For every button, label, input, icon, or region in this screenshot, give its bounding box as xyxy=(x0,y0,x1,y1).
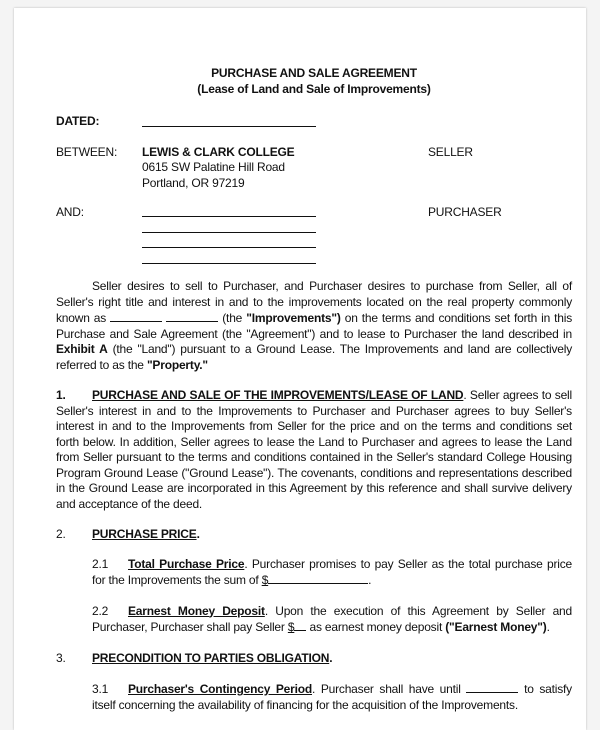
property-address-blank-2 xyxy=(166,310,218,322)
and-row xyxy=(56,205,572,267)
seller-address-line1: 0615 SW Palatine Hill Road xyxy=(142,160,285,174)
document-page xyxy=(14,8,586,730)
purchaser-blank-1 xyxy=(142,205,316,217)
seller-address-line2: Portland, OR 97219 xyxy=(142,175,245,190)
seller-block xyxy=(142,145,428,192)
section-2-2-dollar: $ xyxy=(287,620,295,634)
earnest-money-blank xyxy=(294,619,306,631)
section-2-period: . xyxy=(196,527,200,541)
section-2-1-body: . Purchaser promises to pay Seller as the total purchase price for the Improvements the sum of xyxy=(92,556,573,587)
document-title: PURCHASE AND SALE AGREEMENT xyxy=(211,66,417,80)
section-2-2-body-2: as earnest money deposit xyxy=(309,620,443,634)
section-2-1-end: . xyxy=(368,573,372,587)
exhibit-a-ref: Exhibit A xyxy=(56,342,108,356)
section-2-2 xyxy=(56,604,572,636)
section-3-1-body-2: to satisfy itself concerning the availability of financing for the acquisition of the Improvements. xyxy=(92,682,572,712)
section-3-1-heading: Purchaser's Contingency Period xyxy=(128,682,313,696)
agreement-body xyxy=(56,66,572,713)
section-1-number: 1. xyxy=(56,388,66,402)
intro-text-3: on the terms and conditions set forth in this Purchase and Sale Agreement (the "Agreement") and to lease to Purchaser the land described in xyxy=(56,311,572,341)
intro-text-4: (the "Land") pursuant to a Ground Lease. The Improvements and land are collectively referred to as the xyxy=(56,342,572,372)
section-2-1-number: 2.1 xyxy=(92,556,109,571)
property-term: "Property." xyxy=(146,357,208,372)
section-1-heading: PURCHASE AND SALE OF THE IMPROVEMENTS/LEASE OF LAND xyxy=(92,388,464,402)
purchaser-role: PURCHASER xyxy=(428,205,502,219)
section-2-number: 2. xyxy=(56,527,66,541)
purchaser-block xyxy=(142,205,428,267)
purchaser-blank-3 xyxy=(142,236,316,248)
section-3-1 xyxy=(56,681,572,713)
and-label: AND: xyxy=(56,205,84,219)
seller-name: LEWIS & CLARK COLLEGE xyxy=(142,144,295,159)
section-3-period: . xyxy=(329,650,333,665)
between-row xyxy=(56,145,572,192)
section-3-heading: PRECONDITION TO PARTIES OBLIGATION xyxy=(92,650,330,665)
section-2-1-dollar: $ xyxy=(261,573,269,587)
section-3-heading-row xyxy=(56,651,572,667)
earnest-money-term: ("Earnest Money") xyxy=(445,620,547,634)
section-2-2-body: . Upon the execution of this Agreement by Seller and Purchaser, Purchaser shall pay Seller xyxy=(92,603,572,634)
section-1-body: . Seller agrees to sell Seller's interest in and to the Improvements to Purchaser and Purchaser agrees to buy Seller's interest in and to the Improvements from Seller for the price and on the terms and conditions set forth below. In addition, Seller agrees to lease the Land to Purchaser and agrees to lease the Land from Seller pursuant to the terms and conditions contained in the Seller's standard College Housing Program Ground Lease ("Ground Lease"). The covenants, conditions and representations described in the Ground Lease are incorporated in this Agreement by this reference and shall survive delivery and acceptance of the deed. xyxy=(56,388,572,511)
section-2-2-end: . xyxy=(546,620,550,634)
document-subtitle: (Lease of Land and Sale of Improvements) xyxy=(197,81,431,96)
section-1 xyxy=(56,388,572,512)
dated-blank xyxy=(142,115,316,127)
section-3-1-number: 3.1 xyxy=(92,682,109,696)
property-address-blank xyxy=(110,310,162,322)
dated-row xyxy=(56,114,572,130)
dated-label: DATED: xyxy=(56,114,100,128)
section-2-2-number: 2.2 xyxy=(92,603,109,618)
seller-role: SELLER xyxy=(428,144,473,159)
section-2-1 xyxy=(56,557,572,589)
purchaser-blank-4 xyxy=(142,252,316,264)
between-label: BETWEEN: xyxy=(56,144,118,159)
contingency-date-blank xyxy=(466,681,518,693)
section-3-number: 3. xyxy=(56,650,66,665)
improvements-term: "Improvements") xyxy=(246,311,341,325)
section-2-heading: PURCHASE PRICE xyxy=(92,527,197,541)
intro-text-2: (the xyxy=(222,311,243,325)
section-2-2-heading: Earnest Money Deposit xyxy=(128,603,265,618)
purchase-price-blank xyxy=(268,572,368,584)
intro-text-1: Seller desires to sell to Purchaser, and Purchaser desires to purchase from Seller, all of Seller's right title and interest in and to the improvements located on the real property commonly known as xyxy=(56,279,572,325)
section-2-1-heading: Total Purchase Price xyxy=(128,556,245,571)
section-3-1-body: . Purchaser shall have until xyxy=(312,682,461,696)
purchaser-blank-2 xyxy=(142,221,316,233)
intro-paragraph xyxy=(56,279,572,373)
section-2-heading-row xyxy=(56,527,572,543)
